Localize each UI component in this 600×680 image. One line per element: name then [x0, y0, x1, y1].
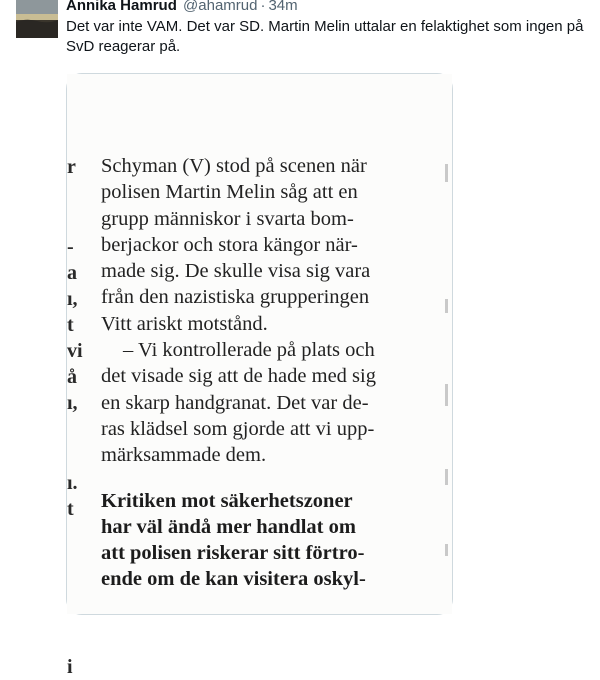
article-line: Kritiken mot säkerhetszoner [101, 489, 353, 512]
avatar-photo [16, 0, 58, 38]
article-line: Vitt ariskt motstånd. [101, 312, 268, 335]
article-line: det visade sig att de hade med sig [101, 365, 376, 388]
article-line: berjackor och stora kängor när- [101, 233, 358, 256]
newspaper-clipping [67, 74, 452, 678]
edge-mark [445, 384, 448, 406]
article-text [101, 153, 431, 593]
left-column-fragment: - [67, 236, 74, 258]
edge-mark [445, 544, 448, 556]
article-line: märksammade dem. [101, 444, 267, 467]
article-line: – Vi kontrollerade på plats och [123, 339, 375, 362]
avatar[interactable] [16, 0, 58, 38]
left-column-fragment: ı. [67, 472, 78, 494]
edge-mark [445, 469, 448, 485]
article-line: polisen Martin Melin såg att en [101, 181, 358, 204]
left-column-fragment: ı, [67, 288, 78, 310]
edge-mark [445, 299, 448, 313]
tweet-text: Det var inte VAM. Det var SD. Martin Melin uttalar en felaktighet som ingen på SvD reagerar på. [66, 18, 584, 55]
left-column-fragment: a [67, 262, 77, 284]
article-line: Schyman (V) stod på scenen när [101, 155, 367, 177]
article-line: från den nazistiska grupperingen [101, 286, 370, 309]
article-line: grupp människor i svarta bom- [101, 207, 354, 230]
separator-dot: · [260, 0, 266, 14]
tweet-media-image[interactable] [66, 73, 453, 678]
author-handle[interactable]: @ahamrud [183, 0, 258, 14]
left-column-fragment: å [67, 366, 77, 388]
left-column-fragment: t [67, 314, 74, 336]
left-column-fragment: vi [67, 340, 83, 362]
left-column-fragment: t [67, 498, 74, 520]
author-name[interactable]: Annika Hamrud [66, 0, 177, 14]
left-column-fragment: ı, [67, 392, 78, 414]
article-line: ras klädsel som gjorde att vi upp- [101, 417, 375, 440]
article-line: att polisen riskerar sitt förtro- [101, 542, 365, 565]
timestamp[interactable]: 34m [268, 0, 298, 14]
article-line: har väl ändå mer handlat om [101, 515, 356, 538]
article-line: ende om de kan visitera oskyl- [101, 568, 366, 591]
paragraph-gap [101, 469, 431, 488]
article-line: en skarp handgranat. Det var de- [101, 391, 369, 414]
left-column-fragment: i [67, 656, 73, 678]
tweet-header [66, 0, 298, 16]
article-line: made sig. De skulle visa sig vara [101, 260, 371, 283]
edge-mark [445, 164, 448, 182]
right-edge-marks [445, 74, 451, 614]
left-column-fragment: r [67, 156, 76, 178]
